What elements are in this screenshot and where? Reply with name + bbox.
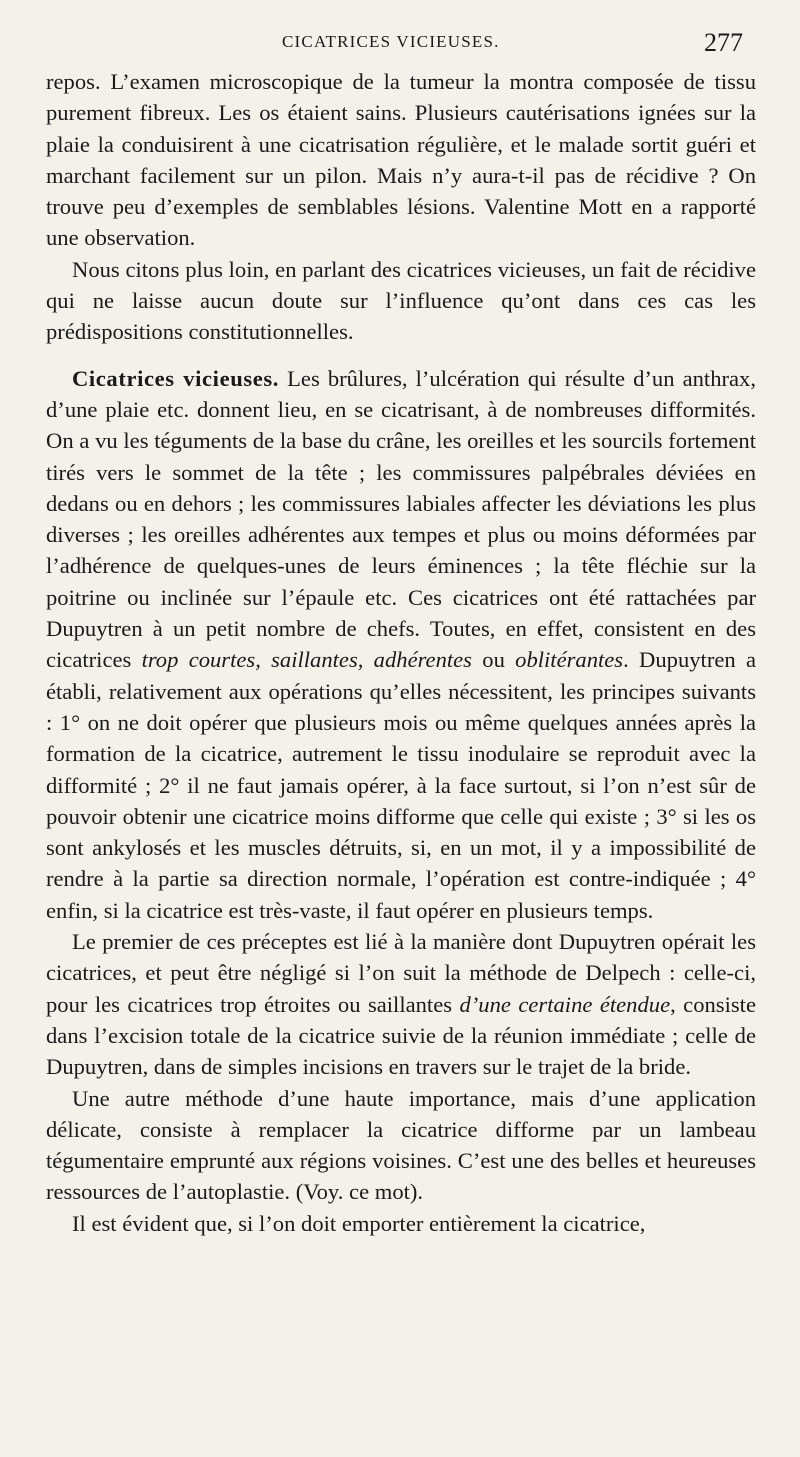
paragraph-text: Une autre méthode d’une haute importance, mais d’une application délicate, consiste à remplacer la cicatrice difforme par un lambeau tégumentaire emprunté aux régions voisines. C’est une des belles et heureuses ressources de l’autoplastie. (Voy. ce mot).: [46, 1085, 756, 1205]
running-title: CICATRICES VICIEUSES.: [282, 32, 500, 51]
page-number: 277: [704, 28, 743, 57]
paragraph-text: , consiste dans l’excision totale de la cicatrice suivie de la réunion immédiate ; celle de Dupuytren, dans de simples incisions en travers sur le trajet de la bride.: [46, 991, 756, 1080]
italic-text: trop courtes, saillantes, adhérentes: [141, 647, 472, 673]
section-heading: Cicatrices vicieuses.: [72, 365, 280, 391]
paragraph-text: repos. L’examen microscopique de la tumeur la montra composée de tissu purement fibreux. Les os étaient sains. Plusieurs cautérisations ignées sur la plaie la conduisirent à une cicatrisation régulière, et le malade sortit guéri et marchant facilement sur un pilon. Mais n’y aura-t-il pas de récidive ? On trouve peu d’exemples de semblables lésions. Valentine Mott en a rapporté une observation.: [46, 69, 756, 251]
paragraph-text: ou: [471, 647, 516, 673]
paragraph-preceptes: [46, 926, 756, 1082]
italic-text: d’une certaine étendue: [459, 991, 671, 1017]
paragraph-text: Nous citons plus loin, en parlant des cicatrices vicieuses, un fait de récidive qui ne laisse aucun doute sur l’influence qu’ont dans ces cas les prédispositions constitutionnelles.: [46, 256, 756, 345]
paragraph-text: Les brûlures, l’ulcération qui résulte d’un anthrax, d’une plaie etc. donnent lieu, en se cicatrisant, à de nombreuses difformités. On a vu les téguments de la base du crâne, les oreilles et les sourcils fortement tirés vers le sommet de la tête ; les commissures palpébrales déviées en dedans ou en dehors ; les commissures labiales affecter les déviations les plus diverses ; les oreilles adhérentes aux tempes et plus ou moins déformées par l’adhérence de quelques-unes de leurs éminences ; la tête fléchie sur la poitrine ou inclinée sur l’épaule etc. Ces cicatrices ont été rattachées par Dupuytren à un petit nombre de chefs. Toutes, en effet, consistent en des cicatrices: [46, 365, 756, 673]
paragraph-text: Le premier de ces préceptes est lié à la manière dont Dupuytren opérait les cicatrices, et peut être négligé si l’on suit la méthode de Delpech : celle-ci, pour les cicatrices trop étroites ou saillantes: [46, 929, 756, 1017]
paragraph-autoplastie: [46, 1083, 756, 1208]
paragraph-cicatrices-vicieuses: [46, 363, 756, 926]
paragraph-recidive: [46, 254, 756, 348]
paragraph-continuation: [46, 66, 756, 254]
page-body: [46, 66, 756, 1239]
paragraph-text: Il est évident que, si l’on doit emporter entièrement la cicatrice,: [72, 1210, 646, 1236]
running-head: [0, 30, 800, 60]
italic-text: oblitérantes: [515, 647, 624, 673]
paragraph-final: [46, 1208, 756, 1239]
paragraph-text: . Dupuytren a établi, relativement aux opérations qu’elles nécessitent, les principes suivants : 1° on ne doit opérer que plusieurs mois ou même quelques années après la formation de la cicatrice, autrement le tissu inodulaire se reproduit avec la difformité ; 2° il ne faut jamais opérer, à la face surtout, si l’on n’est sûr de pouvoir obtenir une cicatrice moins difforme que celle qui existe ; 3° si les os sont ankylosés et les muscles détruits, si, en un mot, il y a impossibilité de rendre à la partie sa direction normale, l’opération est contre-indiquée ; 4° enfin, si la cicatrice est très-vaste, il faut opérer en plusieurs temps.: [46, 647, 756, 923]
